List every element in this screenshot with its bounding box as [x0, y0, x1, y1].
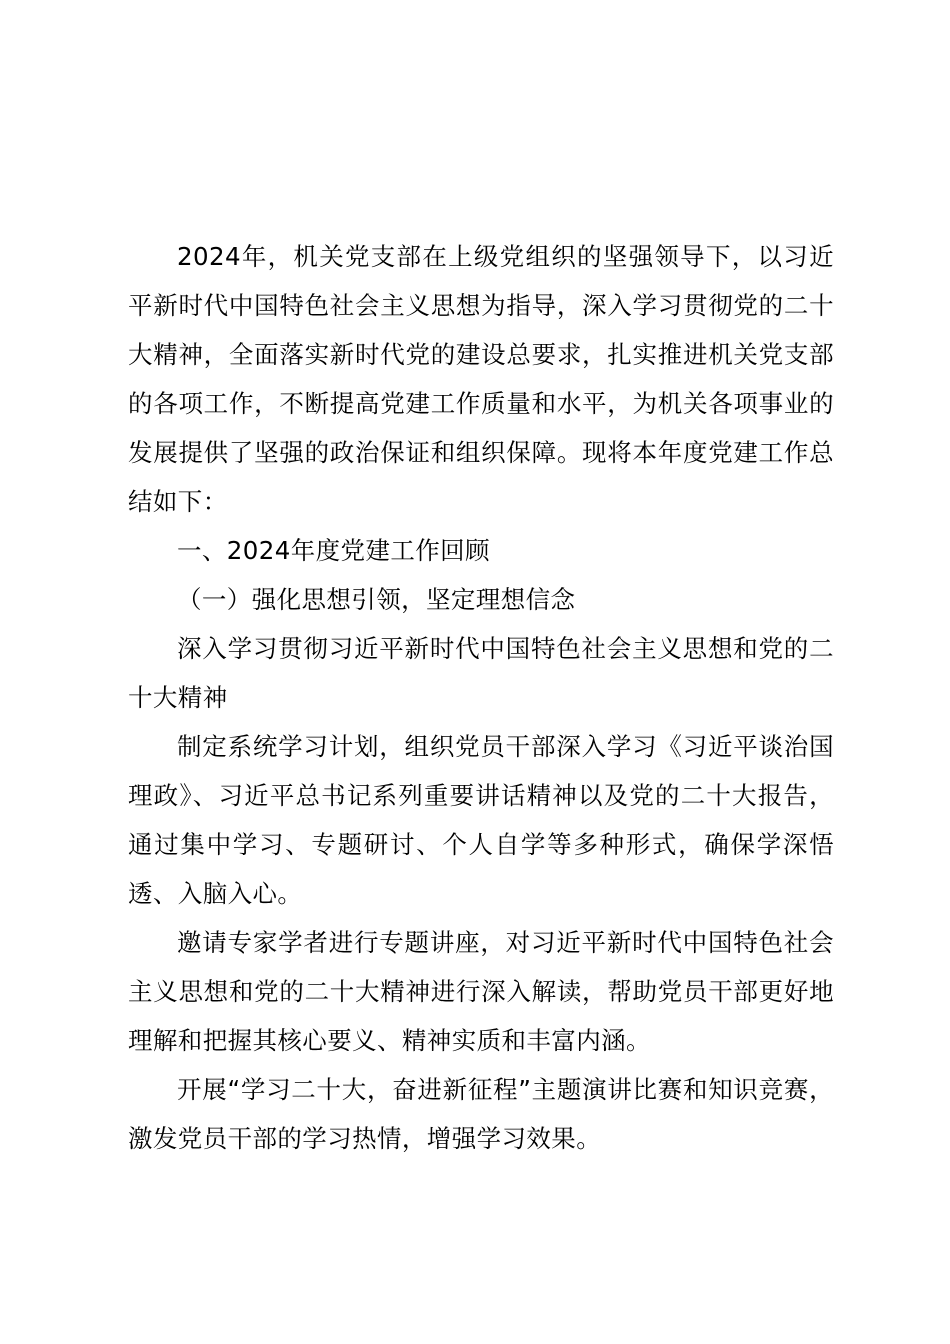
document-body — [128, 232, 834, 1163]
section-heading: 一、2024年度党建工作回顾 — [177, 536, 490, 565]
competition-paragraph: 开展“学习二十大，奋进新征程”主题演讲比赛和知识竞赛，激发党员干部的学习热情，增强学习效果。 — [128, 1075, 834, 1153]
lecture-paragraph: 邀请专家学者进行专题讲座，对习近平新时代中国特色社会主义思想和党的二十大精神进行深入解读，帮助党员干部更好地理解和把握其核心要义、精神实质和丰富内涵。 — [128, 928, 834, 1055]
study-plan-paragraph: 制定系统学习计划，组织党员干部深入学习《习近平谈治国理政》、习近平总书记系列重要讲话精神以及党的二十大报告，通过集中学习、专题研讨、个人自学等多种形式，确保学深悟透、入脑入心。 — [128, 732, 834, 908]
topic-paragraph: 深入学习贯彻习近平新时代中国特色社会主义思想和党的二十大精神 — [128, 634, 834, 712]
intro-paragraph: 2024年，机关党支部在上级党组织的坚强领导下，以习近平新时代中国特色社会主义思想为指导，深入学习贯彻党的二十大精神，全面落实新时代党的建设总要求，扎实推进机关党支部的各项工作，不断提高党建工作质量和水平，为机关各项事业的发展提供了坚强的政治保证和组织保障。现将本年度党建工作总结如下： — [128, 242, 834, 516]
subsection-heading: （一）强化思想引领，坚定理想信念 — [177, 585, 576, 614]
